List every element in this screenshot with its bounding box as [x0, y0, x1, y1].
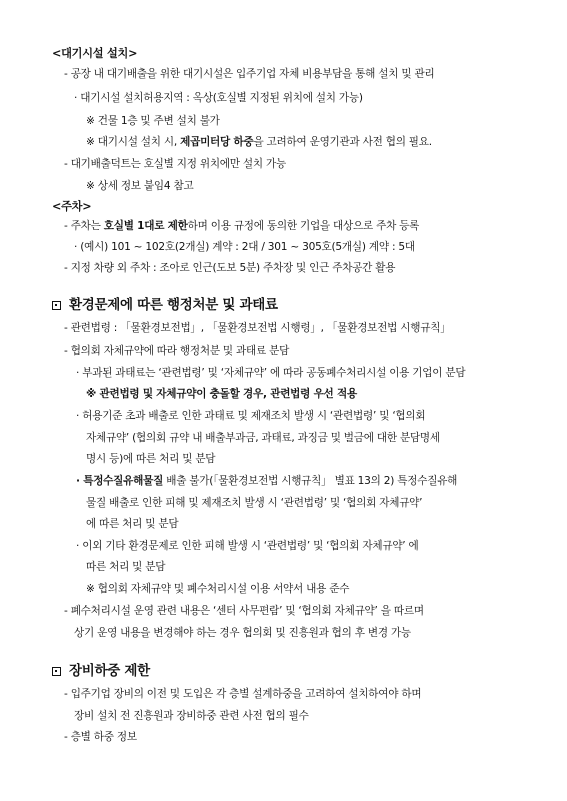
parking-emphasis: 호실별 1대로 제한	[103, 220, 188, 232]
environment-heading-text: 환경문제에 따른 행정처분 및 과태료	[69, 297, 278, 313]
environment-item-6-cont: 따른 처리 및 분담	[86, 561, 166, 573]
air-facility-note-3: ※ 상세 정보 붙임4 참고	[86, 180, 194, 192]
environment-item-6: · 이외 기타 환경문제로 인한 피해 발생 시 ‘관련법령’ 및 ‘협의회 자체규약’ 에	[76, 540, 419, 552]
air-facility-item-1: - 공장 내 대기배출을 위한 대기시설은 입주기업 자체 비용부담을 통해 설치 및 관리	[64, 68, 435, 80]
environment-item-5	[76, 475, 457, 488]
air-facility-heading: <대기시설 설치>	[52, 47, 138, 60]
equipment-load-heading-text: 장비하중 제한	[69, 663, 150, 679]
environment-note-2: ※ 협의회 자체규약 및 폐수처리시설 이용 서약서 내용 준수	[86, 583, 350, 595]
environment-note-1: ※ 관련법령 및 자체규약이 충돌할 경우, 관련법령 우선 적용	[86, 388, 357, 400]
environment-heading	[52, 297, 278, 313]
environment-item-4-cont-2: 명시 등)에 따른 처리 및 분담	[86, 453, 216, 465]
air-facility-note-1: ※ 건물 1층 및 주변 설치 불가	[86, 115, 220, 127]
section-marker-icon	[52, 301, 61, 310]
environment-item-7: - 폐수처리시설 운영 관련 내용은 ‘센터 사무편람’ 및 ‘협의회 자체규약’ 을 따르며	[64, 605, 424, 617]
parking-item-1	[64, 220, 419, 233]
environment-item-3: · 부과된 과태료는 ‘관련법령’ 및 ‘자체규약’ 에 따라 공동폐수처리시설 이용 기업이 분담	[76, 367, 466, 379]
parking-item-2: · (예시) 101 ~ 102호(2개실) 계약 : 2대 / 301 ~ 305호(5개실) 계약 : 5대	[74, 241, 415, 253]
environment-item-1: - 관련법령 : 「물환경보전법」, 「물환경보전법 시행령」, 「물환경보전법 시행규칙」	[64, 322, 451, 334]
air-facility-item-2: · 대기시설 설치허용지역 : 옥상(호실별 지정된 위치에 설치 가능)	[74, 92, 363, 104]
air-facility-item-3: - 대기배출덕트는 호실별 지정 위치에만 설치 가능	[64, 158, 286, 170]
note-text: ※ 대기시설 설치 시,	[86, 136, 181, 148]
environment-item-5-cont-1: 물질 배출로 인한 피해 및 제재조치 발생 시 ‘관련법령’ 및 ‘협의회 자체규약’	[86, 497, 423, 509]
equipment-load-item-2: - 층별 하중 정보	[64, 731, 137, 743]
section-marker-icon	[52, 667, 61, 676]
environment-item-7-cont: 상기 운영 내용을 변경해야 하는 경우 협의회 및 진흥원과 협의 후 변경 가능	[74, 627, 411, 639]
parking-item-3: - 지정 차량 외 주차 : 조아로 인근(도보 5분) 주차장 및 인근 주차공간 활용	[64, 262, 396, 274]
equipment-load-heading	[52, 663, 150, 679]
environment-item-4-cont-1: 자체규약’ (협의회 규약 내 배출부과금, 과태료, 과징금 및 벌금에 대한 분담명세	[86, 432, 440, 444]
environment-item-2: - 협의회 자체규약에 따라 행정처분 및 과태료 분담	[64, 345, 290, 357]
environment-item-4: · 허용기준 초과 배출로 인한 과태료 및 제재조치 발생 시 ‘관련법령’ 및 ‘협의회	[76, 410, 426, 422]
equipment-load-item-1: - 입주기업 장비의 이전 및 도입은 각 층별 설계하중을 고려하여 설치하여야 하며	[64, 688, 422, 700]
note-text: 을 고려하여 운영기관과 사전 협의 필요.	[253, 136, 432, 148]
air-facility-note-2	[86, 136, 432, 149]
environment-emphasis: · 특정수질유해물질	[76, 475, 164, 487]
equipment-load-item-1-cont: 장비 설치 전 진흥원과 장비하중 관련 사전 협의 필수	[74, 710, 309, 722]
parking-text: 하며 이용 규정에 동의한 기업을 대상으로 주차 등록	[187, 220, 420, 232]
parking-heading: <주차>	[52, 200, 92, 213]
parking-text: - 주차는	[64, 220, 104, 232]
environment-text: 배출 불가(「물환경보전법 시행규칙」 별표 13의 2) 특정수질유해	[163, 475, 458, 487]
note-emphasis: 제곱미터당 하중	[180, 136, 254, 148]
environment-item-5-cont-2: 에 따른 처리 및 분담	[86, 518, 179, 530]
